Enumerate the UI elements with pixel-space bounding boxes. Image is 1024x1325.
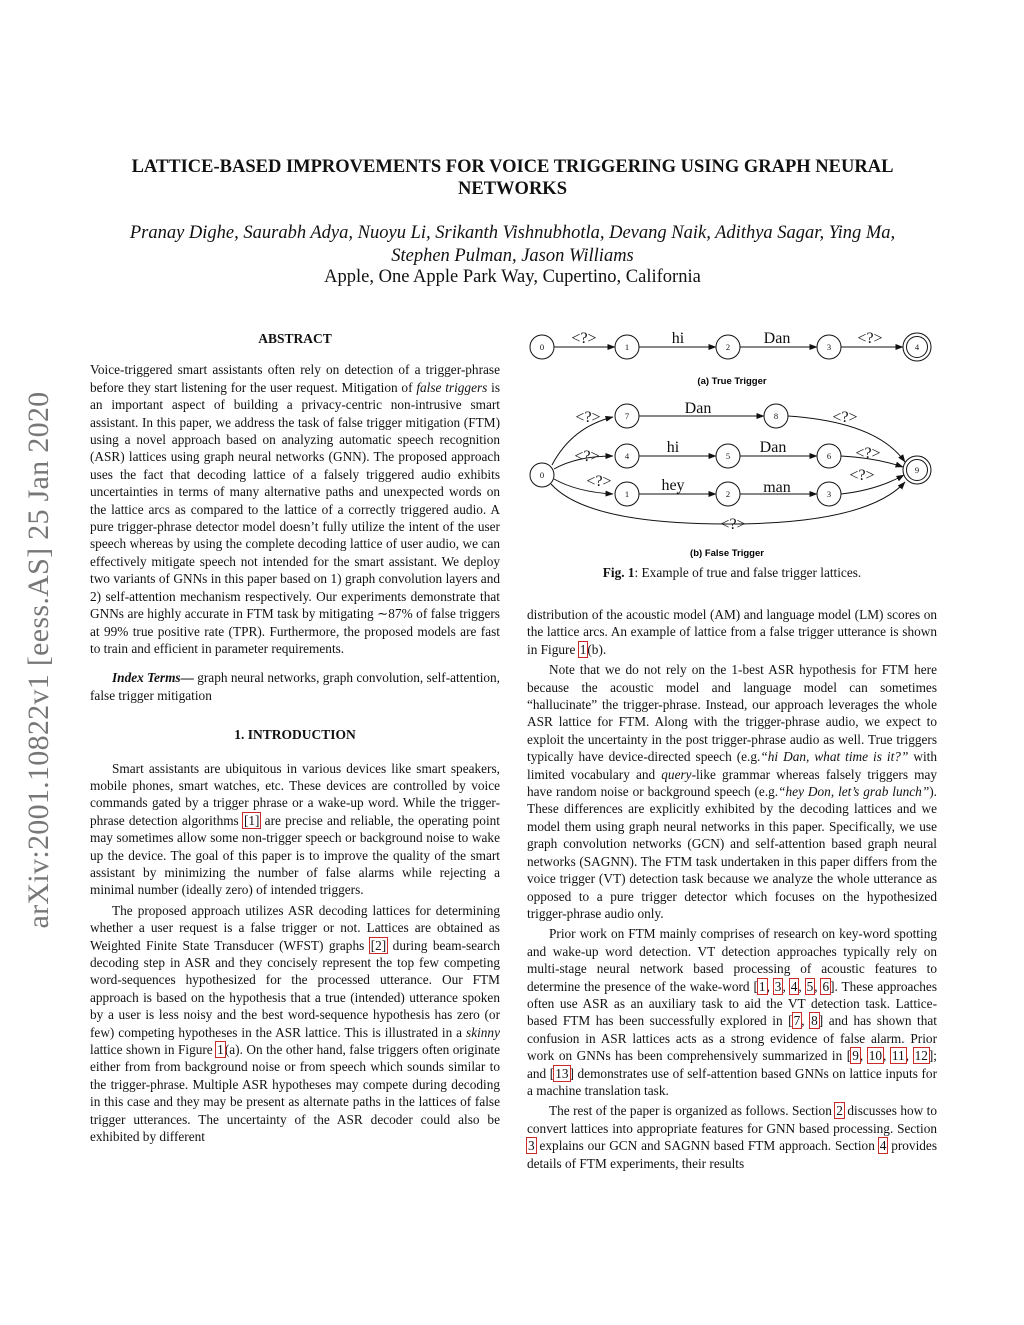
svg-text:<?>: <?> bbox=[855, 445, 881, 462]
citation-link[interactable]: 1 bbox=[758, 978, 766, 994]
svg-text:<?>: <?> bbox=[586, 473, 612, 490]
section-link[interactable]: 2 bbox=[836, 1103, 843, 1119]
figure-link[interactable]: 1 bbox=[217, 1042, 224, 1058]
right-column bbox=[527, 606, 937, 1172]
svg-text:<?>: <?> bbox=[574, 448, 600, 465]
svg-text:8: 8 bbox=[773, 411, 779, 421]
title-line-2: NETWORKS bbox=[458, 179, 567, 199]
citation-link[interactable]: 12 bbox=[914, 1048, 928, 1064]
left-column bbox=[90, 330, 500, 1145]
citation-link[interactable]: 10 bbox=[868, 1048, 883, 1064]
svg-text:0: 0 bbox=[539, 470, 545, 480]
citation-link[interactable]: 13 bbox=[555, 1065, 569, 1081]
right-paragraph-3: Prior work on FTM mainly comprises of research on key-word spotting and wake-up word detection. VT detection approaches typically rely on multi-stage neural network based processing of acoustic features to determine the presence of the wake-word [1, 3, 4, 5, 6]. These approaches often use ASR as an auxiliary task to aid the VT detection task. Lattice-based FTM has been successfully explored in [7, 8] and has shown that confusion in ASR lattices acts as a strong evidence of false alarm. Prior work on GNNs has been comprehensively summarized in [9, 10, 11, 12]; and [13] demonstrates use of self-attention based GNNs on lattice inputs for a machine translation task. bbox=[527, 926, 937, 1098]
introduction-heading: 1. INTRODUCTION bbox=[234, 727, 356, 743]
svg-text:Dan: Dan bbox=[684, 400, 712, 417]
svg-text:hi: hi bbox=[671, 330, 685, 347]
svg-text:<?>: <?> bbox=[832, 409, 858, 426]
false-triggers-emphasis: false triggers bbox=[416, 379, 488, 395]
citation-link[interactable]: 6 bbox=[822, 978, 830, 994]
svg-text:hi: hi bbox=[666, 439, 680, 456]
arxiv-sidebar bbox=[8, 340, 70, 980]
intro-paragraph-2: The proposed approach utilizes ASR decoding lattices for determining whether a user request is a false trigger or not. Lattices are obtained as Weighted Finite State Transducer (WFST) graphs [2] during beam-search decoding step in ASR and they concisely represent the top few competing word-sequences hypothesized for the processed utterance. Our FTM approach is based on the hypothesis that a true (intended) utterance spoken by a user is less noisy and the best word-sequence hypothesis has zero (or few) competing hypotheses in the ASR lattice. This is illustrated in a skinny lattice shown in Figure 1(a). On the other hand, false triggers often originate either from from background noise or from speech which sounds similar to the trigger-phrase. Multiple ASR hypotheses may compete during decoding in this case and they may be present as alternate paths in the lattices of false trigger utterances. The uncertainty of the ASR decoder could also be exhibited by different bbox=[90, 902, 500, 1145]
svg-text:2: 2 bbox=[725, 342, 731, 352]
svg-text:6: 6 bbox=[826, 451, 832, 461]
citation-link[interactable]: 4 bbox=[790, 978, 798, 994]
svg-text:9: 9 bbox=[914, 465, 920, 475]
svg-text:3: 3 bbox=[826, 489, 832, 499]
right-paragraph-1: distribution of the acoustic model (AM) and language model (LM) scores on the lattice arcs. An example of lattice from a false trigger utterance is shown in Figure 1(b). bbox=[527, 607, 937, 657]
abstract-heading: ABSTRACT bbox=[258, 331, 332, 346]
lattice-diagram bbox=[527, 322, 942, 562]
svg-text:7: 7 bbox=[624, 411, 630, 421]
subfigure-a-label: (a) True Trigger bbox=[697, 376, 767, 387]
authors-line-1: Pranay Dighe, Saurabh Adya, Nuoyu Li, Srikanth Vishnubhotla, Devang Naik, Adithya Sagar, Ying Ma, bbox=[129, 223, 896, 243]
citation-link[interactable]: 3 bbox=[774, 978, 782, 994]
right-paragraph-4: The rest of the paper is organized as follows. Section 2 discusses how to convert lattices into appropriate features for GNN based processing. Section 3 explains our GCN and SAGNN based FTM approach. Section 4 provides details of FTM experiments, their results bbox=[527, 1103, 937, 1171]
section-link[interactable]: 3 bbox=[528, 1138, 535, 1154]
svg-text:hey: hey bbox=[661, 477, 685, 494]
paper-title bbox=[90, 156, 935, 200]
subfigure-b-label: (b) False Trigger bbox=[690, 548, 764, 559]
svg-text:man: man bbox=[763, 479, 791, 496]
svg-text:4: 4 bbox=[914, 342, 920, 352]
svg-text:<?>: <?> bbox=[571, 330, 597, 347]
svg-text:<?>: <?> bbox=[720, 516, 746, 533]
svg-text:1: 1 bbox=[624, 342, 630, 352]
affiliation: Apple, One Apple Park Way, Cupertino, California bbox=[324, 267, 701, 287]
figure-1 bbox=[527, 322, 942, 580]
authors-line-2: Stephen Pulman, Jason Williams bbox=[391, 246, 634, 266]
svg-text:3: 3 bbox=[826, 342, 832, 352]
svg-text:2: 2 bbox=[725, 489, 731, 499]
svg-text:4: 4 bbox=[624, 451, 630, 461]
svg-text:1: 1 bbox=[624, 489, 630, 499]
citation-link[interactable]: 7 bbox=[793, 1013, 801, 1029]
svg-text:<?>: <?> bbox=[857, 330, 883, 347]
svg-text:<?>: <?> bbox=[575, 409, 601, 426]
svg-text:<?>: <?> bbox=[849, 467, 875, 484]
svg-text:Dan: Dan bbox=[763, 330, 791, 347]
citation-link[interactable]: [1] bbox=[243, 812, 260, 828]
citation-link[interactable]: 8 bbox=[811, 1013, 818, 1029]
title-line-1: LATTICE-BASED IMPROVEMENTS FOR VOICE TRIGGERING USING GRAPH NEURAL bbox=[131, 157, 894, 177]
citation-link[interactable]: 9 bbox=[852, 1048, 859, 1064]
figure-link[interactable]: 1 bbox=[579, 641, 587, 657]
author-list bbox=[90, 222, 935, 268]
arxiv-identifier: arXiv:2001.10822v1 [eess.AS] 25 Jan 2020 bbox=[22, 391, 55, 929]
svg-text:Dan: Dan bbox=[759, 439, 787, 456]
index-terms: Index Terms— graph neural networks, graph convolution, self-attention, false trigger mitigation bbox=[90, 670, 501, 703]
section-link[interactable]: 4 bbox=[879, 1138, 887, 1154]
figure-caption: Fig. 1: Example of true and false trigger lattices. bbox=[602, 565, 862, 580]
citation-link[interactable]: 11 bbox=[891, 1048, 905, 1064]
index-terms-label: Index Terms— bbox=[112, 670, 194, 686]
citation-link[interactable]: 5 bbox=[806, 978, 814, 994]
svg-text:0: 0 bbox=[539, 342, 545, 352]
abstract-body: Voice-triggered smart assistants often rely on detection of a trigger-phrase before they start listening for the user request. Mitigation of false triggers is an important aspect of building a privacy-centric non-intrusive smart assistant. In this paper, we address the task of false trigger mitigation (FTM) using a novel approach based on analyzing automatic speech recognition (ASR) lattices using graph neural networks (GNN). The proposed approach uses the fact that decoding lattice of a falsely triggered audio exhibits uncertainties in terms of many alternative paths and unexpected words on the lattice arcs as compared to the lattice of a correctly triggered audio. A pure trigger-phrase detector model doesn’t fully utilize the intent of the user speech whereas by using the complete decoding lattice of user audio, we can effectively mitigate speech not intended for the smart assistant. We deploy two variants of GNNs in this paper based on 1) graph convolution layers and 2) self-attention mechanism respectively. Our experiments demonstrate that GNNs are highly accurate in FTM task by mitigating ∼87% of false triggers at 99% true positive rate (TPR). Furthermore, the proposed models are fast to train and efficient in parameter requirements. bbox=[90, 362, 501, 656]
right-paragraph-2: Note that we do not rely on the 1-best ASR hypothesis for FTM here because the acoustic model and language model can sometimes “hallucinate” the trigger-phrase. Instead, our approach leverages the whole ASR lattice for FTM. Along with the trigger-phrase audio, we expect to exploit the uncertainty in the post trigger-phrase audio as well. True triggers typically have device-directed speech (e.g.“hi Dan, what time is it?” with limited vocabulary and query-like grammar whereas falsely triggers may have random noise or background speech (e.g.“hey Don, let’s grab lunch”). These differences are explicitly exhibited by the decoding lattices and we model them using graph neural networks in this paper. Specifically, we use graph convolution networks (GCN) and self-attention based graph neural networks (SAGNN). The FTM task undertaken in this paper differs from the voice trigger (VT) detection task because we analyze the whole utterance as opposed to a pure trigger detector which focuses on the hypothesized trigger-phrase audio only. bbox=[527, 662, 937, 921]
intro-paragraph-1: Smart assistants are ubiquitous in various devices like smart speakers, mobile phones, smart watches, etc. These devices are controlled by voice commands gated by a trigger phrase or a wake-up word. While the trigger-phrase detection algorithms [1] are precise and reliable, the operating point may sometimes allow some non-trigger speech or background noise to wake up the device. The goal of this paper is to improve the quality of the smart assistant by minimizing the number of false alarms while rejecting a minimal number (ideally zero) of intended triggers. bbox=[90, 760, 500, 898]
svg-text:5: 5 bbox=[725, 451, 731, 461]
citation-link[interactable]: [2] bbox=[370, 937, 387, 953]
